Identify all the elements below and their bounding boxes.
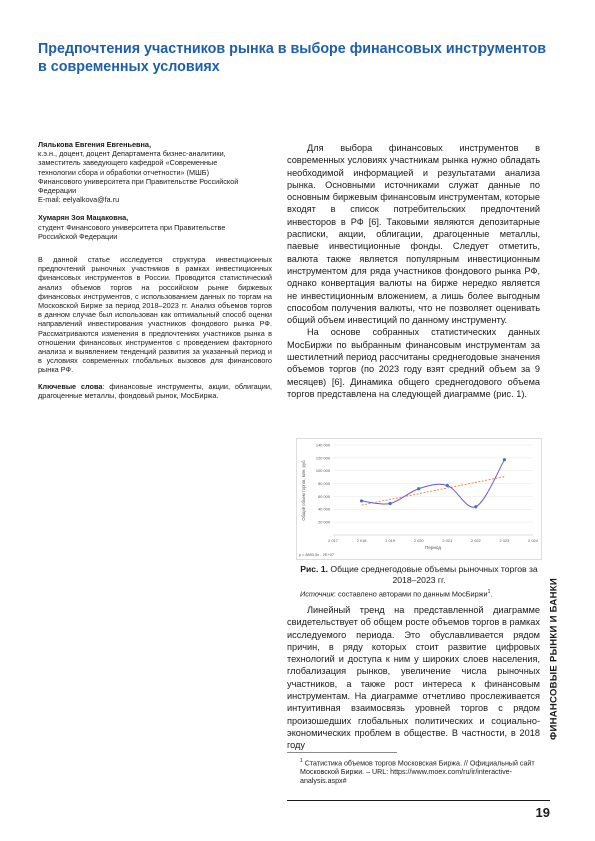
chart-x-ticks bbox=[328, 538, 539, 543]
footnote bbox=[300, 757, 538, 786]
author-name: Хумарян Зоя Мацаковна, bbox=[38, 213, 129, 223]
chart-x-tick-label: 2 023 bbox=[499, 538, 510, 543]
body-text-bottom bbox=[287, 604, 540, 752]
author-block-2 bbox=[38, 213, 272, 241]
chart-y-tick-label: 140 000 bbox=[315, 442, 330, 448]
chart-x-tick-label: 2 021 bbox=[442, 538, 453, 543]
author-affiliation-line: технологии сбора и обработки отчетности» (МШБ) bbox=[38, 167, 210, 177]
author-block-1 bbox=[38, 140, 272, 204]
chart-x-tick-label: 2 017 bbox=[328, 538, 338, 543]
author-affiliation-line: студент Финансового университета при Правительстве bbox=[38, 222, 226, 232]
journal-section-tab bbox=[548, 520, 560, 798]
author-affiliation-line: Финансового университета при Правительстве Российской bbox=[38, 176, 239, 186]
figure-source-end: . bbox=[490, 589, 493, 599]
chart-svg bbox=[297, 439, 541, 559]
body-paragraph: Для выбора финансовых инструментов в современных условиях участникам рынка нужно обладать необходимой информацией и результатами анализа рынка. Основными источниками служат данные по основным биржевым финансовым инструментам, которые входят в список потребительских предпочтений инвесторов в РФ [6]. Таковыми являются депозитарные расписки, акции, облигации, драгоценные металлы, паевые инвестиционные фонды. Следует отметить, валюта также является популярным инвестиционным инструментом для ряда участников фондового рынка РФ, однако конвертация валюты на бирже нередко является не инвестиционным вложением, а лишь более выгодным способом получения валюты, что не позволяет оценивать общий объем инвестиций по данному инструменту. bbox=[287, 143, 540, 326]
figure-source bbox=[300, 588, 538, 598]
body-text-top bbox=[287, 142, 540, 400]
page-footer-rule bbox=[287, 800, 550, 801]
chart-figure bbox=[296, 438, 542, 560]
abstract: В данной статье исследуется структура инвестиционных предпочтений рыночных участников в рамках инвестиционных финансовых инструментов в России. Проводится статистический анализ объемов торгов на российском рынке биржевых финансовых инструментов, с использованием данных по торгам на Московской Бирже за период 2018–2023 гг. Анализ объемов торгов в данном случае был использован как оптимальный способ оценки направлений инвестирования участников фондового рынка РФ. Рассматриваются изменения в предпочтениях участников рынка в отношении финансовых инструментов с проведением факторного анализа и выявлением тенденций развития за указанный период и в условиях современных глобальных вызовов для финансового рынка РФ. bbox=[38, 255, 272, 375]
author-affiliation-line: заместитель заведующего кафедрой «Современные bbox=[38, 158, 218, 168]
chart-data-point bbox=[446, 484, 449, 487]
left-column bbox=[38, 140, 272, 400]
author-affiliation-line: Российской Федерации bbox=[38, 231, 118, 241]
chart-y-tick-label: 120 000 bbox=[315, 455, 330, 461]
article-title bbox=[38, 40, 558, 76]
footnote-mark: 1 bbox=[300, 758, 303, 764]
author-name: Лялькова Евгения Евгеньевна, bbox=[38, 140, 151, 149]
article-title-line2: в современных условиях bbox=[38, 59, 220, 75]
chart-x-tick-label: 2 020 bbox=[413, 538, 424, 543]
author-affiliation-line: к.э.н., доцент, доцент Департамента бизнес-аналитики, bbox=[38, 149, 226, 159]
chart-y-axis-label: Общий объем торгов, млн. руб. bbox=[301, 459, 306, 521]
chart-data-point bbox=[417, 487, 420, 490]
page-number: 19 bbox=[535, 805, 550, 820]
chart-x-tick-label: 2 022 bbox=[470, 538, 481, 543]
chart-y-ticks bbox=[316, 442, 331, 524]
figure-source-label: Источник bbox=[300, 589, 334, 599]
body-paragraph: Линейный тренд на представленной диаграмме свидетельствует об общем росте объемов торгов в рамках исследуемого периода. Это обуславливается рядом причин, в ряду которых стоит развитие цифровых технологий и доступа к ним у широких слоев населения, глобализация рынков, увеличение числа рыночных участников, а также рост интереса к финансовым инструментам. На диаграмме отчетливо прослеживается интуитивная взаимосвязь уровней торгов с рядом произошедших глобальных политических и социально-экономических проблем в обществе. В частности, в 2018 году bbox=[287, 605, 540, 751]
chart-trendline bbox=[362, 477, 505, 505]
chart-data-point bbox=[503, 458, 506, 461]
keywords-label: Ключевые слова bbox=[38, 381, 103, 391]
chart-data-point bbox=[389, 502, 392, 505]
chart-x-tick-label: 2 018 bbox=[356, 538, 367, 543]
chart-data-point bbox=[360, 499, 363, 502]
chart-x-tick-label: 2 024 bbox=[528, 538, 538, 543]
article-title-line1: Предпочтения участников рынка в выборе финансовых инструментов bbox=[38, 41, 547, 57]
chart-grid bbox=[333, 445, 533, 535]
author-affiliation-line: Федерации bbox=[38, 186, 77, 196]
figure-caption-text: Общие среднегодовые объемы рыночных торгов за 2018–2023 гг. bbox=[328, 564, 538, 585]
figure-caption bbox=[300, 564, 538, 585]
keywords-text: : финансовые инструменты, акции, облигации, драгоценные металлы, фондовый рынок, МосБиржа. bbox=[38, 381, 272, 400]
journal-section-label: ФИНАНСОВЫЕ РЫНКИ И БАНКИ bbox=[548, 578, 560, 740]
figure-label: Рис. 1. bbox=[300, 564, 329, 574]
footnote-ref[interactable]: 1 bbox=[487, 589, 491, 595]
author-email: E-mail: eelyalkova@fa.ru bbox=[38, 195, 120, 205]
chart-x-tick-label: 2 019 bbox=[385, 538, 396, 543]
chart-y-tick-label: 40 000 bbox=[318, 506, 330, 512]
footnote-text: Статистика объемов торгов Московская Биржа. // Официальный сайт Московской Биржи. – URL: https://www.moex.com/ru/ir/interactive-analysis.aspx# bbox=[300, 759, 535, 786]
chart-y-tick-label: 100 000 bbox=[315, 468, 330, 474]
chart-data-point bbox=[474, 505, 477, 508]
body-paragraph: На основе собранных статистических данных МосБиржи по выбранным финансовым инструментам за шестилетний период рассчитаны среднегодовые значения объемов торгов (по 2023 году взят средний объем за 9 месяцев) [6]. Динамика общего среднегодового объема торгов представлена на следующей диаграмме (рис. 1). bbox=[287, 327, 540, 399]
figure-source-text: : составлено авторами по данным МосБиржи bbox=[333, 589, 488, 599]
chart-x-axis-label: Период bbox=[424, 545, 442, 550]
chart-y-tick-label: 60 000 bbox=[318, 493, 330, 499]
chart-y-tick-label: 20 000 bbox=[318, 519, 330, 525]
footnote-divider bbox=[287, 752, 397, 753]
chart-trend-equation: y = 8893,5x - 2E+07 bbox=[299, 552, 335, 557]
keywords bbox=[38, 382, 272, 400]
chart-points bbox=[360, 458, 506, 508]
chart-y-tick-label: 80 000 bbox=[318, 480, 330, 486]
